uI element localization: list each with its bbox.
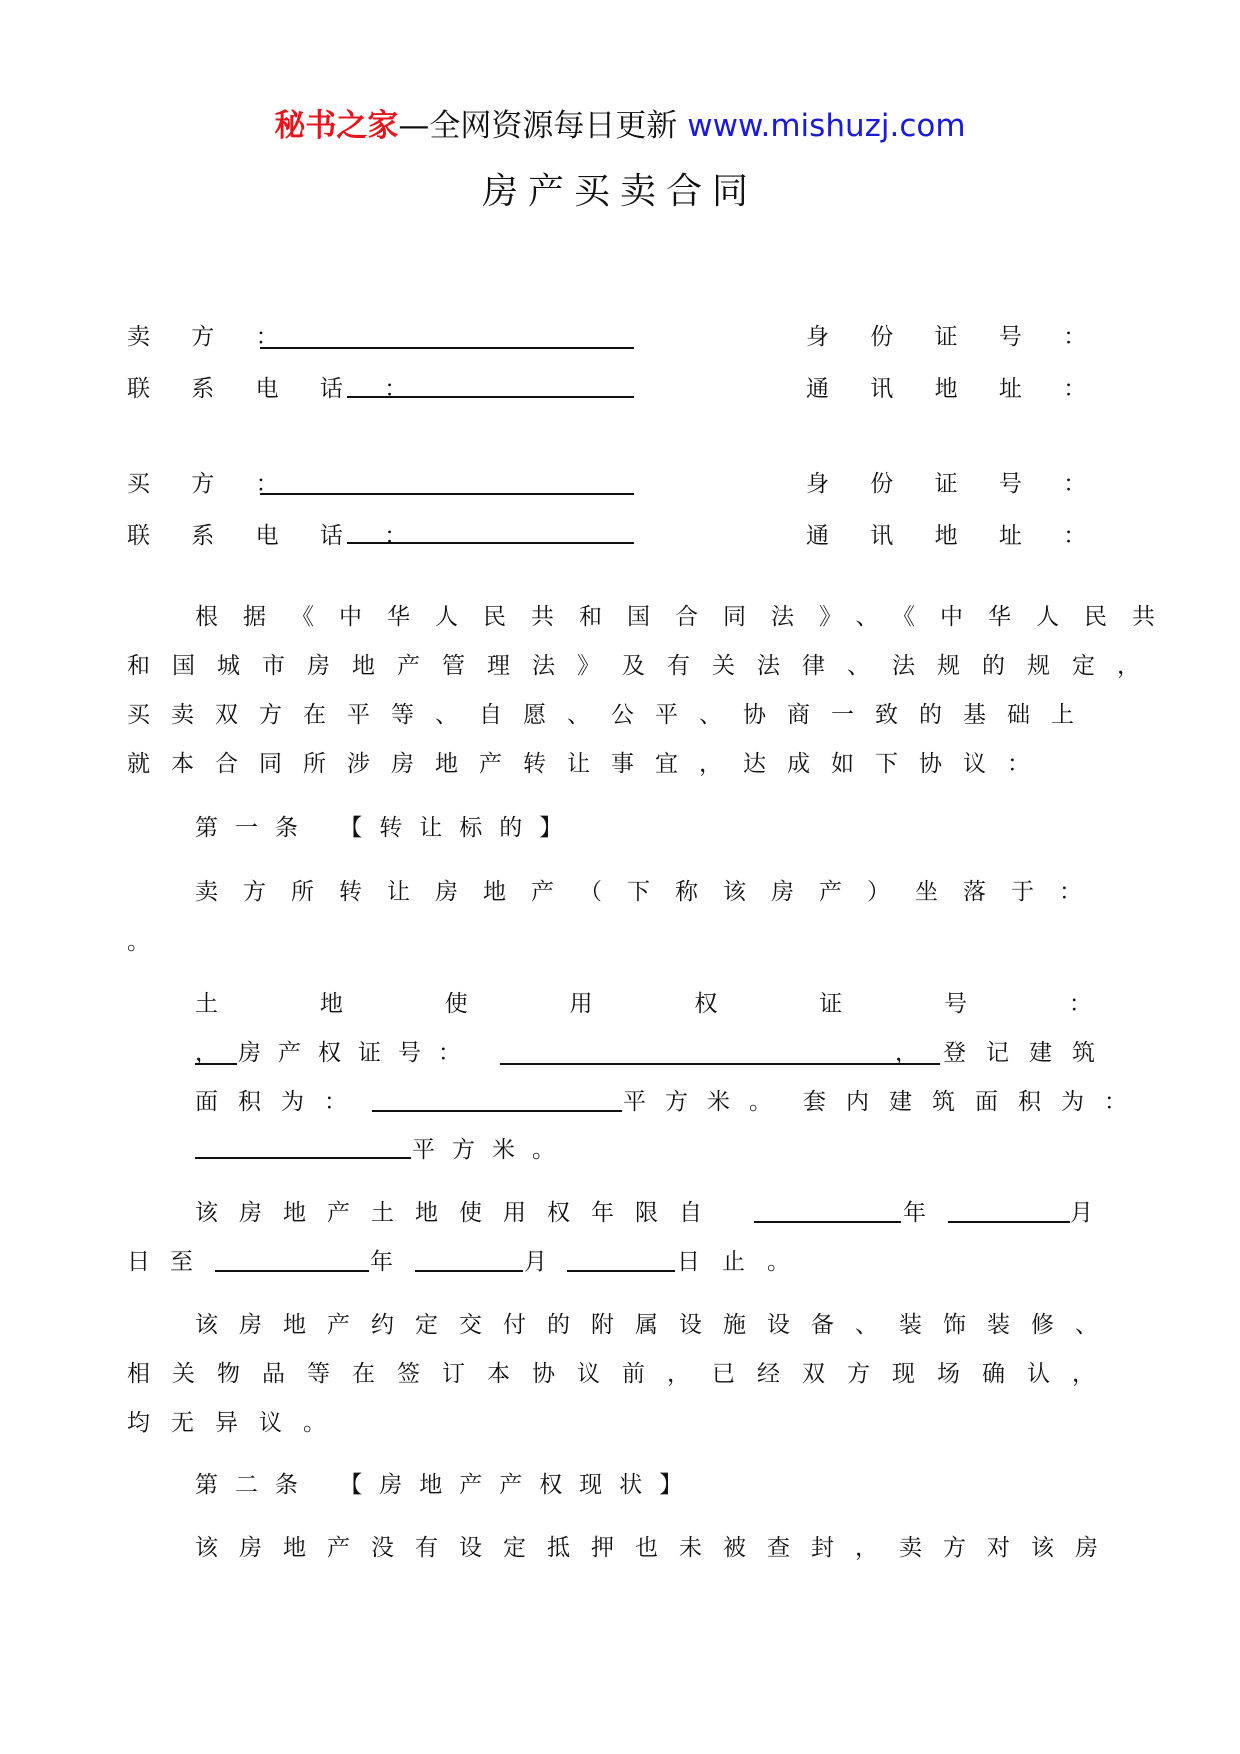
seller-phone-label: 联 系 电 话 ： [127, 376, 425, 402]
preamble-line-2: 和国城市房地产管理法》及有关法律、法规的规定， [127, 653, 1162, 679]
seller-label: 卖 方 ： [127, 324, 296, 350]
facility-line-2: 相关物品等在签订本协议前，已经双方现场确认， [127, 1361, 1117, 1387]
article-1-heading: 第一条 【转让标的】 [195, 815, 580, 841]
month-label-2: 月 [524, 1249, 564, 1275]
property-cert-number-blank [500, 1063, 940, 1065]
land-cert-char-6: 证 [819, 991, 843, 1017]
buyer-id-label: 身 份 证 号 ： [806, 471, 1104, 497]
land-cert-char-8: ： [1068, 991, 1092, 1017]
land-cert-char-3: 使 [444, 991, 468, 1017]
site-header [0, 100, 1240, 145]
month-label-1: 月 [1070, 1200, 1110, 1226]
preamble-line-1: 根据《中华人民共和国合同法》、《中华人民共 [195, 604, 1180, 630]
end-day-blank [567, 1270, 675, 1272]
facility-line-3: 均无异议。 [127, 1410, 347, 1436]
article-2-heading: 第二条 【房地产产权现状】 [195, 1472, 700, 1498]
seller-phone-blank [347, 396, 634, 398]
site-url-link[interactable]: www.mishuzj.com [687, 108, 966, 144]
land-cert-char-5: 权 [694, 991, 718, 1017]
buyer-address-label: 通 讯 地 址 ： [806, 523, 1104, 549]
land-use-cert-line [195, 985, 1092, 1018]
registered-area-label: 登记建筑 [943, 1040, 1115, 1066]
sqm-label-1: 平方米。 [623, 1089, 791, 1115]
seller-name-blank [260, 347, 634, 349]
registered-area-blank [372, 1110, 622, 1112]
brand-name: 秘书之家 [274, 108, 399, 144]
end-month-blank [415, 1270, 523, 1272]
end-year-blank [215, 1270, 369, 1272]
area-label: 面积为： [195, 1089, 367, 1115]
facility-line-1: 该房地产约定交付的附属设施设备、装饰装修、 [195, 1312, 1119, 1338]
comma-2: ， [895, 1040, 935, 1066]
day-to-label: 日至 [127, 1249, 213, 1275]
buyer-label: 买 方 ： [127, 471, 296, 497]
buyer-name-blank [260, 493, 634, 495]
land-cert-char-2: 地 [319, 991, 343, 1017]
day-end-label: 日止。 [677, 1249, 812, 1275]
year-label-1: 年 [903, 1200, 943, 1226]
article-1-location-line: 卖方所转让房地产（下称该房产）坐落于： [195, 879, 1107, 905]
seller-address-label: 通 讯 地 址 ： [806, 376, 1104, 402]
buyer-phone-blank [347, 542, 634, 544]
preamble-line-4: 就本合同所涉房地产转让事宜，达成如下协议： [127, 751, 1051, 777]
sqm-label-2: 平方米。 [412, 1137, 572, 1163]
land-cert-char-1: 土 [195, 991, 218, 1017]
seller-id-label: 身 份 证 号 ： [806, 324, 1104, 350]
land-term-line-start: 该房地产土地使用权年限自 [195, 1200, 723, 1226]
land-cert-number-blank [195, 1063, 237, 1065]
buyer-phone-label: 联 系 电 话 ： [127, 523, 425, 549]
article-2-line-1: 该房地产没有设定抵押也未被查封，卖方对该房 [195, 1535, 1119, 1561]
article-1-location-end: 。 [127, 929, 167, 955]
start-year-blank [754, 1221, 901, 1223]
header-slogan: —全网资源每日更新 [398, 108, 678, 144]
property-cert-label: 房产权证号： [238, 1040, 478, 1066]
document-title: 房产买卖合同 [481, 171, 758, 212]
preamble-line-3: 买卖双方在平等、自愿、公平、协商一致的基础上 [127, 702, 1095, 728]
start-month-blank [948, 1221, 1070, 1223]
land-cert-char-4: 用 [569, 991, 593, 1017]
land-cert-char-7: 号 [944, 991, 968, 1017]
inner-area-blank [195, 1157, 411, 1159]
inner-area-label: 套内建筑面积为： [803, 1089, 1147, 1115]
year-label-2: 年 [370, 1249, 410, 1275]
comma-1: ， [195, 1040, 235, 1066]
